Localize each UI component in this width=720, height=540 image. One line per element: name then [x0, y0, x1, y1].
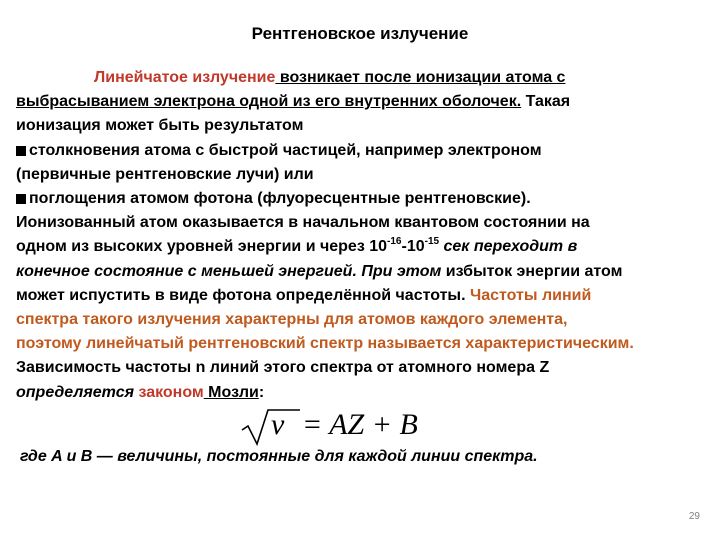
bullet-text: столкновения атома с быстрой частицей, например электроном — [29, 141, 542, 159]
underlined-text: возникает после ионизации атома с — [275, 69, 566, 86]
exponent: -16 — [387, 236, 402, 248]
text-line-12: поэтому линейчатый рентгеновский спектр называется характеристическим. — [16, 335, 634, 353]
text-span: -10 — [401, 238, 425, 256]
moseley-name: Мозли — [203, 383, 259, 401]
italic-text: сек переходит в — [439, 238, 578, 256]
slide-body — [16, 66, 708, 405]
exponent: -15 — [424, 236, 440, 248]
slide-title: Рентгеновское излучение — [251, 24, 469, 43]
italic-text: конечное состояние с меньшей энергией. При этом — [16, 262, 442, 280]
term-line-radiation: Линейчатое излучение — [94, 69, 276, 86]
text-span: Такая — [521, 93, 571, 111]
formula-note: где A и B — величины, постоянные для каждой линии спектра. — [20, 448, 538, 465]
formula-radicand: v — [271, 408, 285, 441]
text-line-14 — [16, 381, 708, 405]
text-line-3: ионизация может быть результатом — [16, 117, 304, 135]
law-link-text: законом — [138, 383, 204, 401]
text-line-7: Ионизованный атом оказывается в начальном квантовом состоянии на — [16, 214, 590, 232]
text-line-9 — [16, 260, 708, 284]
square-bullet-icon — [16, 146, 26, 156]
text-line-5: (первичные рентгеновские лучи) или — [16, 165, 314, 183]
underlined-text-2: выбрасыванием электрона одной из его внутренних оболочек. — [16, 93, 522, 111]
moseley-formula — [240, 406, 430, 446]
text-line-13: Зависимость частоты n линий этого спектра от атомного номера Z — [16, 359, 550, 377]
text-span: одном из высоких уровней энергии и через 10 — [16, 238, 388, 256]
text-line-1 — [16, 66, 708, 90]
text-line-2 — [16, 90, 708, 114]
page-number: 29 — [688, 511, 700, 522]
text-span: : — [258, 383, 265, 401]
highlight-text: Частоты линий — [469, 286, 592, 304]
formula-rhs: = AZ + B — [302, 408, 418, 441]
bullet-item-collision — [16, 139, 708, 163]
text-line-11: спектра такого излучения характерны для атомов каждого элемента, — [16, 311, 568, 329]
square-bullet-icon — [16, 194, 26, 204]
italic-text: определяется — [16, 383, 139, 401]
text-span: избыток энергии атом — [441, 262, 623, 280]
bullet-item-absorption — [16, 187, 708, 211]
bullet-text: поглощения атомом фотона (флуоресцентные рентгеновские). — [29, 190, 531, 208]
text-span: может испустить в виде фотона определённой частоты. — [16, 286, 470, 304]
text-line-8 — [16, 235, 708, 259]
text-line-10 — [16, 284, 708, 308]
